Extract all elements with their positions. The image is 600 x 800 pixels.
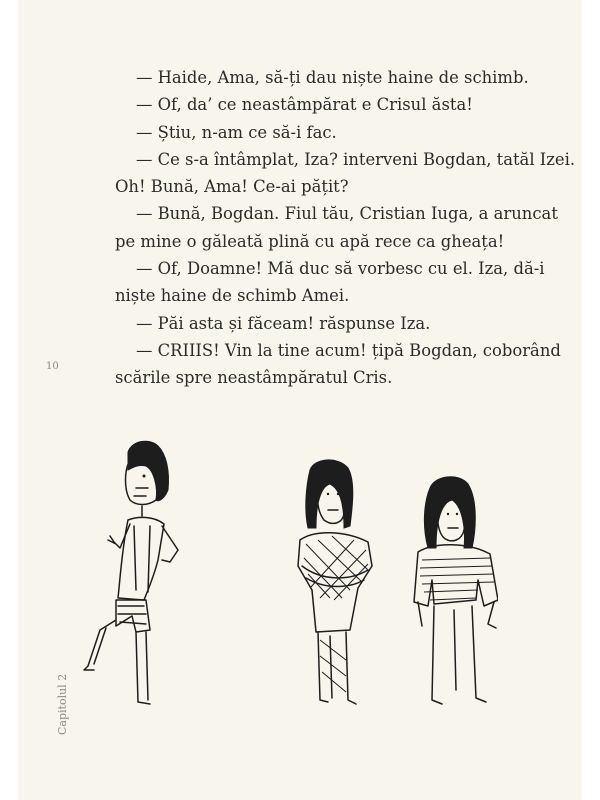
dialogue-text: [115, 64, 576, 392]
boy-figure: [84, 441, 178, 704]
dialogue-line: — Haide, Ama, să-ți dau niște haine de schimb.: [136, 68, 529, 87]
boy-shorts: [116, 600, 150, 632]
dialogue-line: niște haine de schimb Amei.: [115, 286, 350, 306]
boy-hair: [128, 441, 169, 500]
dialogue-line: — Of, da’ ce neastâmpărat e Crisul ăsta!: [136, 95, 473, 115]
dialogue-line: scările spre neastâmpăratul Cris.: [115, 368, 393, 388]
dialogue-line: — Of, Doamne! Mă duc să vorbesc cu el. Iza, dă-i: [136, 259, 545, 279]
dialogue-line: — Știu, n-am ce să-i fac.: [136, 122, 337, 142]
girl-right-legs: [432, 606, 486, 704]
sketch-illustration: [58, 430, 498, 720]
girl-middle-hair: [306, 460, 353, 528]
chapter-label: Capitolul 2: [56, 673, 69, 735]
book-page: [18, 0, 582, 800]
girl-middle-figure: [298, 460, 372, 704]
dialogue-line: — Ce s-a întâmplat, Iza? interveni Bogdan, tatăl Izei.: [136, 149, 576, 169]
dialogue-line: — Bună, Bogdan. Fiul tău, Cristian Iuga, a aruncat: [136, 204, 558, 224]
boy-arm-right: [162, 526, 178, 562]
dialogue-line: pe mine o găleată plină cu apă rece ca gheața!: [115, 231, 505, 251]
girl-right-figure: [414, 477, 498, 704]
dialogue-line: Oh! Bună, Ama! Ce-ai pățit?: [115, 177, 349, 197]
dialogue-line: — CRIIIS! Vin la tine acum! țipă Bogdan, coborând: [136, 340, 561, 360]
girl-middle-arms: [302, 566, 368, 587]
page-number: 10: [46, 361, 59, 372]
girl-right-hair: [424, 477, 475, 548]
boy-leg-right: [136, 632, 150, 704]
dialogue-line: — Păi asta și făceam! răspunse Iza.: [136, 313, 431, 333]
boy-torso: [118, 517, 164, 600]
